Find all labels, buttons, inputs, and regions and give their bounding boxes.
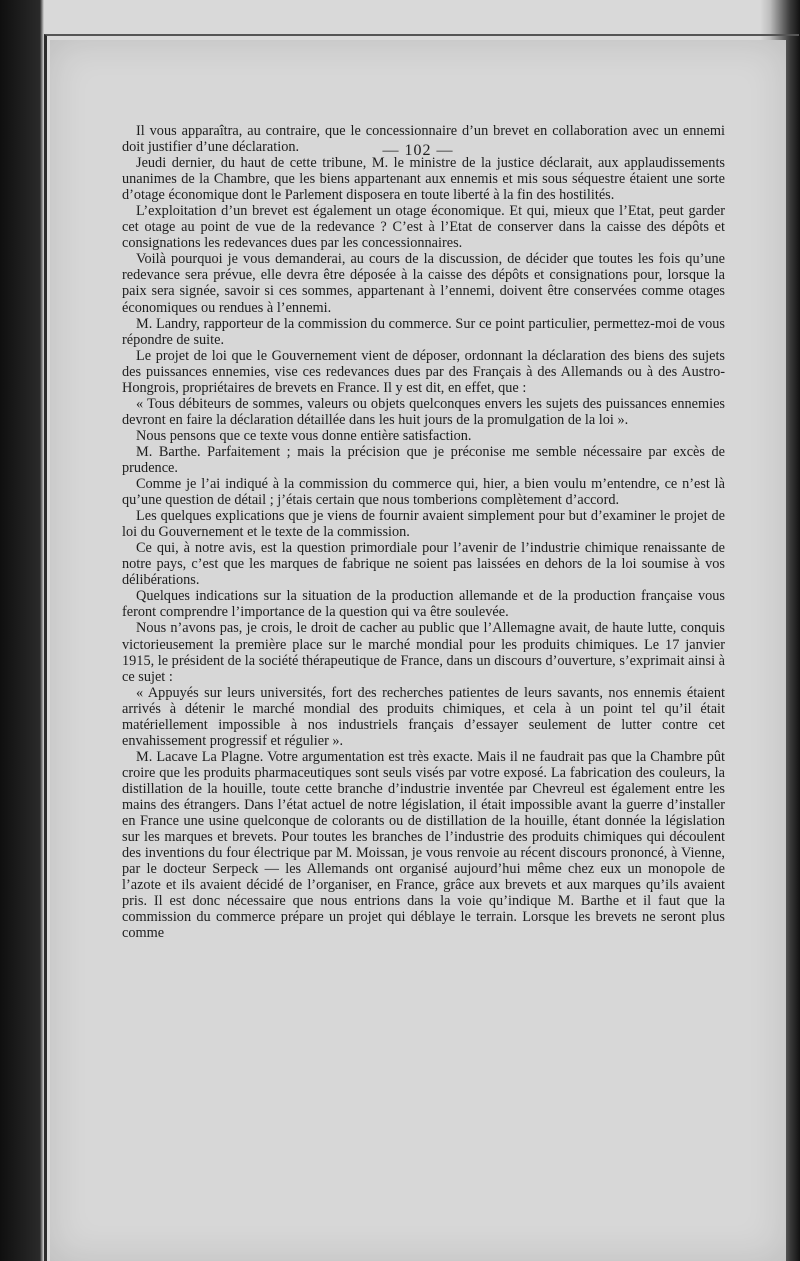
paragraph-12: Ce qui, à notre avis, est la question primordiale pour l’avenir de l’industrie chimique renaissante de notre pays, c’est que les marques de fabrique ne soient pas laissées en dehors de la loi soumise à vos délibérations.	[122, 540, 725, 589]
paragraph-16: M. Lacave La Plagne. Votre argumentation est très exacte. Mais il ne faudrait pas que la Chambre pût croire que les produits pharmaceutiques sont seuls visés par votre exposé. La fabrication des couleurs, la distillation de la houille, toute cette branche d’industrie inventée par Chevreul est également entre les mains des étrangers. Dans l’état actuel de notre législation, il était impossible avant la guerre d’installer en France une usine quelconque de colorants ou de distillation de la houille, étant donnée la législation sur les marques et brevets. Pour toutes les branches de l’industrie des produits chimiques qui découlent des inventions du four électrique par M. Moissan, je vous renvoie au récent discours prononcé, à Vienne, par le docteur Serpeck — les Allemands ont organisé aujourd’hui même chez eux un monopole de l’azote et ils avaient décidé de l’organiser, en France, grâce aux brevets et aux marques qu’ils avaient pris. Il est donc nécessaire que nous entrions dans la voie qu’indique M. Barthe et il faut que la commission du commerce prépare un projet qui déblaye le terrain. Lorsque les brevets ne seront plus comme	[122, 748, 725, 942]
paragraph-13: Quelques indications sur la situation de la production allemande et de la production française vous feront comprendre l’importance de la question qui va être soulevée.	[122, 588, 725, 621]
paragraph-5: M. Landry, rapporteur de la commission du commerce. Sur ce point particulier, permettez-moi de vous répondre de suite.	[122, 315, 725, 348]
paragraph-2: Jeudi dernier, du haut de cette tribune, M. le ministre de la justice déclarait, aux applaudissements unanimes de la Chambre, que les biens appartenant aux ennemis et mis sous séquestre étaient une sorte d’otage économique dont le Parlement disposera en toute liberté à la fin des hostilités.	[122, 155, 725, 204]
paragraph-15: « Appuyés sur leurs universités, fort des recherches patientes de leurs savants, nos ennemis étaient arrivés à détenir le marché mondial des produits chimiques, et cela à un point tel qu’il était matériellement impossible à nos industriels français d’essayer seulement de lutter contre cet envahissement progressif et régulier ».	[122, 684, 725, 749]
paragraph-7: « Tous débiteurs de sommes, valeurs ou objets quelconques envers les sujets des puissances ennemies devront en faire la déclaration détaillée dans les huit jours de la promulgation de la loi ».	[122, 395, 725, 428]
page-number: — 102 —	[382, 142, 454, 159]
paragraph-4: Voilà pourquoi je vous demanderai, au cours de la discussion, de décider que toutes les fois qu’une redevance sera prévue, elle devra être déposée à la caisse des dépôts et consignations pour, lorsque la paix sera signée, savoir si ces sommes, appartenant à l’ennemi, doivent être conservées comme otages économiques ou rendues à l’ennemi.	[122, 251, 725, 316]
paragraph-10: Comme je l’ai indiqué à la commission du commerce qui, hier, a bien voulu m’entendre, ce n’est là qu’une question de détail ; j’étais certain que nous tomberions complètement d’accord.	[122, 476, 725, 509]
paragraph-14: Nous n’avons pas, je crois, le droit de cacher au public que l’Allemagne avait, de haute lutte, conquis victorieusement la première place sur le marché mondial pour les produits chimiques. Le 17 janvier 1915, le président de la société thérapeutique de France, dans un discours d’ouverture, s’exprimait ainsi à ce sujet :	[122, 620, 725, 685]
paragraph-1: Il vous apparaîtra, au contraire, que le concessionnaire d’un brevet en collaboration avec un ennemi doit justifier d’une déclaration.	[122, 123, 725, 156]
paragraph-3: L’exploitation d’un brevet est également un otage économique. Et qui, mieux que l’Etat, peut garder cet otage au point de vue de la redevance ? C’est à l’Etat de conserver dans la caisse des dépôts et consignations les redevances dues par les concessionnaires.	[122, 203, 725, 252]
body-text	[122, 123, 725, 941]
paragraph-11: Les quelques explications que je viens de fournir avaient simplement pour but d’examiner le projet de loi du Gouvernement et le texte de la commission.	[122, 508, 725, 541]
paragraph-6: Le projet de loi que le Gouvernement vient de déposer, ordonnant la déclaration des biens des sujets des puissances ennemies, vise ces redevances dues par des Français à des Allemands ou à des Austro-Hongrois, propriétaires de brevets en France. Il y est dit, en effet, que :	[122, 347, 725, 396]
paragraph-8: Nous pensons que ce texte vous donne entière satisfaction.	[136, 427, 472, 444]
paragraph-9: M. Barthe. Parfaitement ; mais la précision que je préconise me semble nécessaire par excès de prudence.	[122, 443, 725, 476]
